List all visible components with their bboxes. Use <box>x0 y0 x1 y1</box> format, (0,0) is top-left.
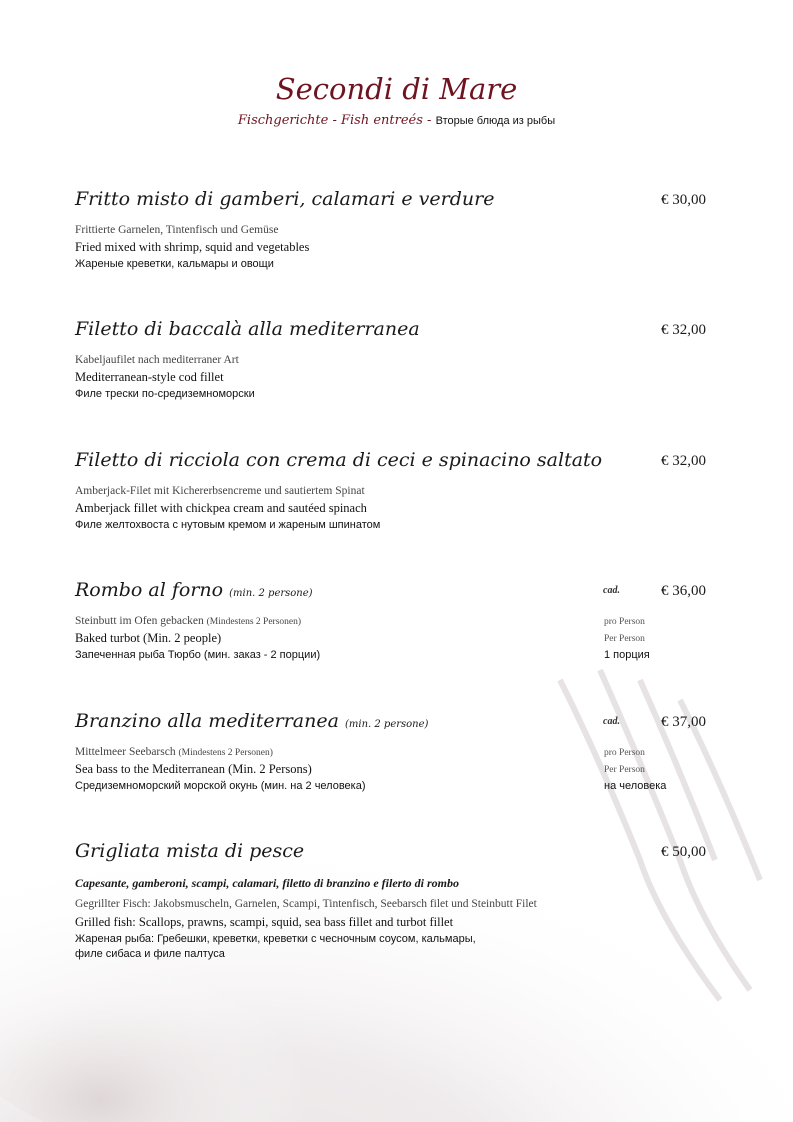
dish-name <box>75 579 313 601</box>
cad-label: cad. <box>603 716 620 727</box>
dish-price: € 50,00 <box>661 844 706 860</box>
dish-name-note: (min. 2 persone) <box>229 588 313 599</box>
page-title: Secondi di Mare <box>275 72 518 106</box>
side-ru: 1 порция <box>604 649 650 661</box>
dish-de: Kabeljaufilet nach mediterraner Art <box>75 354 239 366</box>
dish-name-text: Rombo al forno <box>75 579 224 601</box>
dish-ru: Запеченная рыба Тюрбо (мин. заказ - 2 порции) <box>75 649 321 661</box>
dish-name: Filetto di ricciola con crema di ceci e spinacino saltato <box>75 449 603 471</box>
dish-ru: Филе желтохвоста с нутовым кремом и жареным шпинатом <box>75 519 381 531</box>
dish-en: Baked turbot (Min. 2 people) <box>75 631 222 645</box>
dish-de: Gegrillter Fisch: Jakobsmuscheln, Garnelen, Scampi, Tintenfisch, Seebarsch filet und Steinbutt Filet <box>75 898 537 910</box>
dish-price: € 32,00 <box>661 453 706 469</box>
dish-name: Fritto misto di gamberi, calamari e verdure <box>75 188 495 210</box>
dish-en: Fried mixed with shrimp, squid and vegetables <box>75 240 310 254</box>
dish-de-text: Mittelmeer Seebarsch <box>75 746 176 758</box>
dish-ru: Жареная рыба: Гребешки, креветки, креветки с чесночным соусом, кальмары, <box>75 933 476 945</box>
side-ru: на человека <box>604 780 667 792</box>
dish-price: € 32,00 <box>661 322 706 338</box>
dish-en: Mediterranean-style cod fillet <box>75 370 224 384</box>
dish-de-note: (Mindestens 2 Personen) <box>206 617 302 627</box>
side-en: Per Person <box>604 634 645 644</box>
side-en: Per Person <box>604 765 645 775</box>
side-de: pro Person <box>604 617 645 627</box>
dish-name-text: Branzino alla mediterranea <box>75 710 339 732</box>
dish-de-note: (Mindestens 2 Personen) <box>178 748 273 758</box>
dish-de-text: Steinbutt im Ofen gebacken <box>75 615 204 627</box>
subtitle-ru: Вторые блюда из рыбы <box>435 115 556 127</box>
dish-ru: Филе трески по-средиземноморски <box>75 388 255 400</box>
subtitle-it: Fischgerichte - Fish entreés - <box>237 113 436 128</box>
dish-ru: Средиземноморский морской окунь (мин. на 2 человека) <box>75 780 366 792</box>
dish-de <box>75 746 273 758</box>
dish-name <box>75 710 428 732</box>
dish-de <box>75 615 301 627</box>
dish-en: Amberjack fillet with chickpea cream and sautéed spinach <box>75 501 367 515</box>
dish-ru-2: филе сибаса и филе палтуса <box>75 948 225 960</box>
dish-de: Frittierte Garnelen, Tintenfisch und Gemüse <box>75 224 279 236</box>
dish-price: € 36,00 <box>661 583 706 599</box>
side-de: pro Person <box>604 748 645 758</box>
dish-it: Capesante, gamberoni, scampi, calamari, filetto di branzino e filerto di rombo <box>75 876 460 890</box>
dish-de: Amberjack-Filet mit Kichererbsencreme und sautiertem Spinat <box>75 485 365 497</box>
cad-label: cad. <box>603 585 620 596</box>
dish-name: Grigliata mista di pesce <box>75 840 305 862</box>
dish-name: Filetto di baccalà alla mediterranea <box>75 318 420 340</box>
dish-en: Grilled fish: Scallops, prawns, scampi, squid, sea bass fillet and turbot fillet <box>75 915 454 929</box>
dish-price: € 37,00 <box>661 714 706 730</box>
dish-en: Sea bass to the Mediterranean (Min. 2 Persons) <box>75 762 312 776</box>
page-subtitle <box>0 113 793 128</box>
dish-ru: Жареные креветки, кальмары и овощи <box>75 258 274 270</box>
dish-price: € 30,00 <box>661 192 706 208</box>
dish-name-note: (min. 2 persone) <box>345 719 429 730</box>
